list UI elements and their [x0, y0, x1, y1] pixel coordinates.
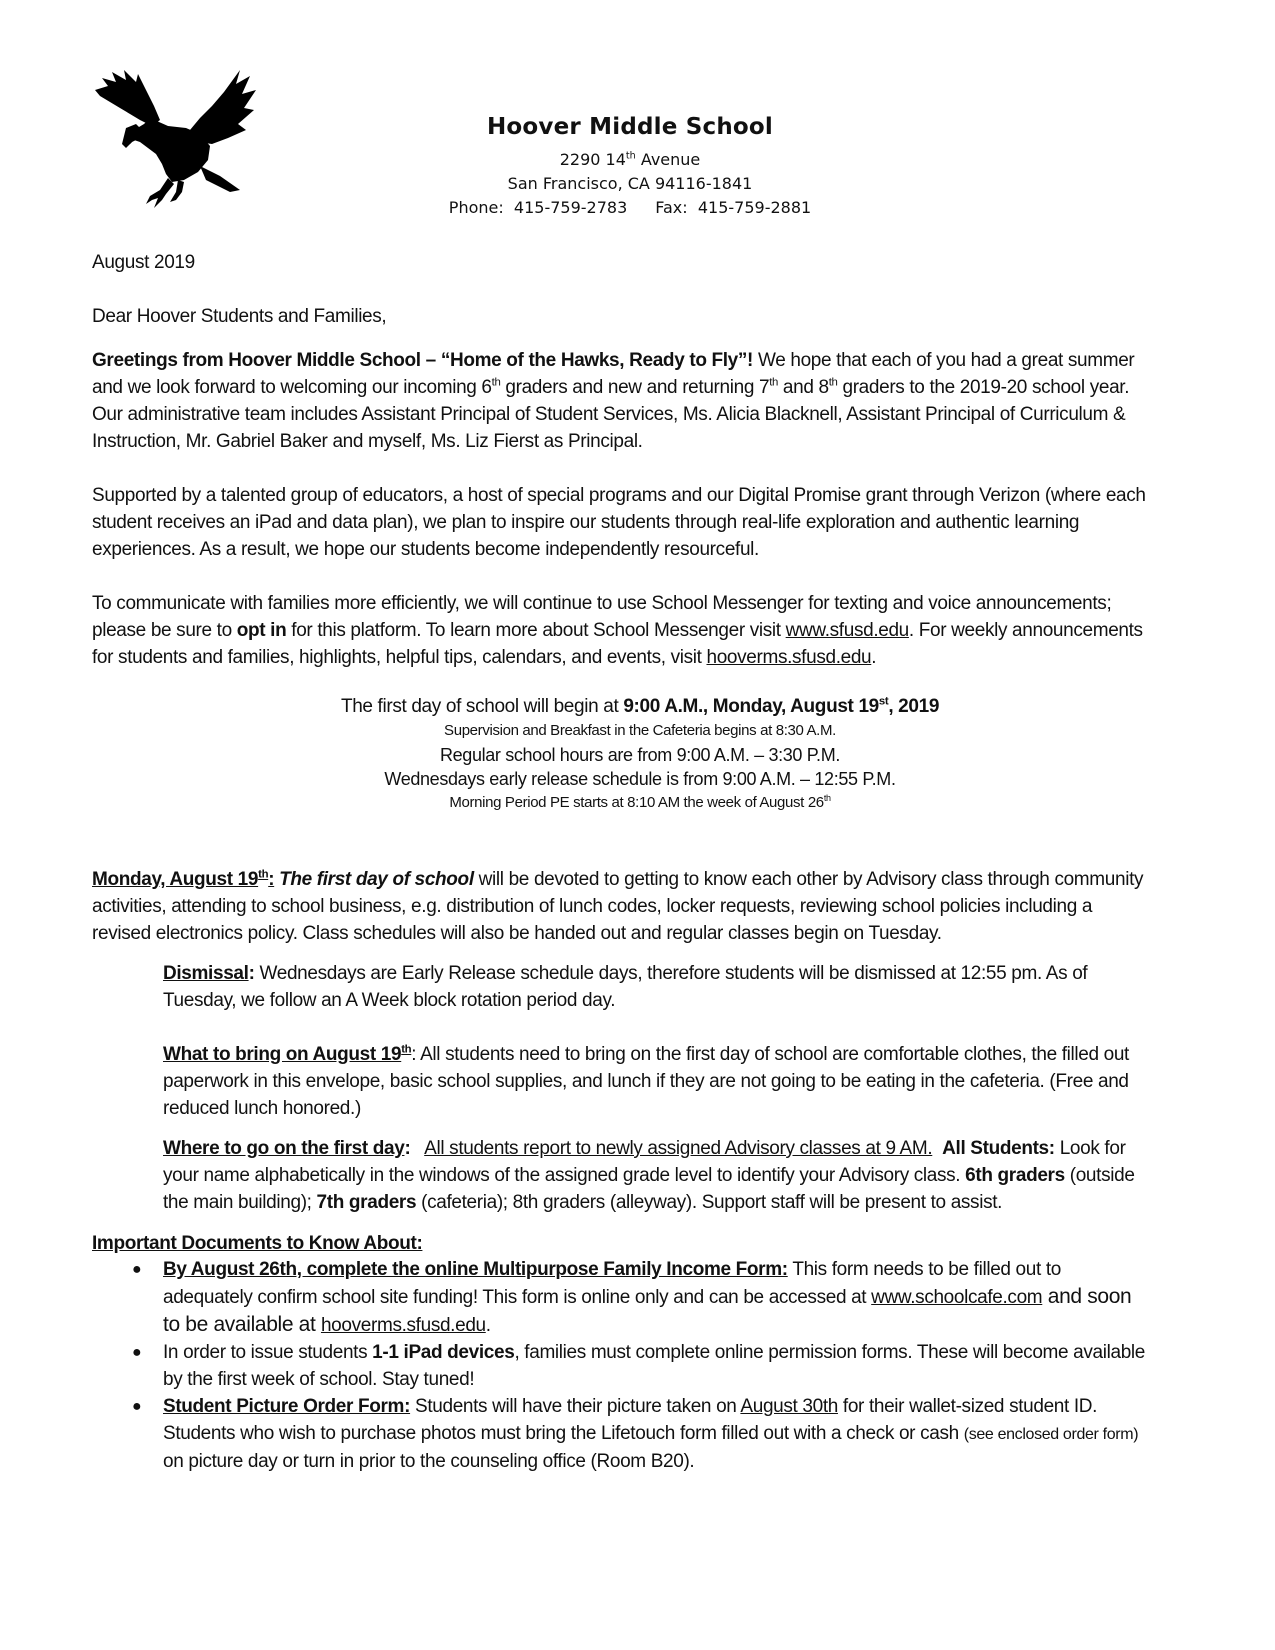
hooverms-link[interactable]: hooverms.sfusd.edu: [320, 1315, 486, 1336]
address-number: 2290 14: [559, 150, 626, 169]
phone-label: Phone:: [448, 198, 504, 217]
pe-text: Morning Period PE starts at 8:10 AM the week of August 26: [449, 794, 824, 811]
where-text-1: Look for your name alphabetically in the windows of the assigned grade level to identify your Advisory class.: [163, 1138, 1126, 1186]
colon: :: [404, 1138, 411, 1159]
greeting-text-4: graders to the 2019-20 school year. Our administrative team includes Assistant Principal of Student Services, Ms. Alicia Blacknell, Assistant Principal of Curriculum & Instruction, Mr. Gabriel Baker and myself, Ms. Liz Fierst as Principal.: [92, 377, 1130, 452]
colon: :: [248, 963, 255, 984]
where-to-go-paragraph: [163, 1135, 1143, 1216]
address-street: Avenue: [635, 150, 701, 169]
first-day-italic: The first day of school: [274, 869, 474, 890]
bring-text: : All students need to bring on the first day of school are comfortable clothes, the filled out paperwork in this envelope, basic school supplies, and lunch if they are not going to be eating in the cafeteria. (Free and reduced lunch honored.): [163, 1044, 1129, 1119]
supervision-line: Supervision and Breakfast in the Cafeteria begins at 8:30 A.M.: [444, 722, 836, 739]
schoolcafe-link[interactable]: www.schoolcafe.com: [871, 1287, 1043, 1308]
phone-number: 415-759-2783: [513, 198, 628, 217]
ipad-text-2: , families must complete online permission forms. These will become available by the first week of school. Stay tuned!: [163, 1342, 1146, 1390]
contact-line: [330, 198, 930, 217]
city-line: San Francisco, CA 94116-1841: [507, 174, 753, 193]
order-form-note: (see enclosed order form): [963, 1426, 1139, 1443]
salutation: Dear Hoover Students and Families,: [92, 306, 387, 327]
schedule-block: [190, 695, 1090, 815]
first-day-date: 9:00 A.M., Monday, August 19: [623, 696, 879, 717]
all-students-label: All Students:: [942, 1138, 1055, 1159]
income-form-text: This form needs to be filled out to adequately confirm school site funding! This form is online only and can be accessed at: [163, 1259, 1061, 1308]
greeting-intro: Greetings from Hoover Middle School – “Home of the Hawks, Ready to Fly”!: [92, 350, 754, 371]
seventh-graders-label: 7th graders: [316, 1192, 417, 1213]
school-name: Hoover Middle School: [486, 114, 774, 140]
where-text-3: (cafeteria); 8th graders (alleyway). Support staff will be present to assist.: [416, 1192, 1003, 1213]
documents-heading: Important Documents to Know About:: [92, 1233, 423, 1254]
sup: th: [769, 376, 778, 389]
comm-text-4: .: [871, 647, 877, 668]
where-text-2: (outside the main building);: [163, 1165, 1135, 1213]
greeting-text-3: and 8: [778, 377, 829, 398]
first-day-line: [190, 695, 1090, 719]
where-label: Where to go on the first day: [163, 1138, 405, 1159]
sup: th: [258, 868, 269, 881]
bullet-icon: ●: [132, 1261, 142, 1278]
letter-date: August 2019: [92, 252, 195, 273]
ipad-text-1: In order to issue students: [163, 1342, 373, 1363]
sixth-graders-label: 6th graders: [965, 1165, 1065, 1186]
wednesday-line: Wednesdays early release schedule is from 9:00 A.M. – 12:55 P.M.: [384, 769, 896, 789]
dismissal-paragraph: [163, 960, 1143, 1014]
comm-text-2: for this platform. To learn more about School Messenger visit: [286, 620, 786, 641]
income-form-text-2: and soon to be available at: [163, 1285, 1132, 1336]
comm-text-3: . For weekly announcements for students and families, highlights, helpful tips, calendars, and events, visit: [92, 620, 1143, 668]
bring-label: What to bring on August 19: [163, 1044, 402, 1065]
income-form-label: By August 26th, complete the online Multipurpose Family Income Form:: [163, 1259, 788, 1280]
first-day-year: , 2019: [888, 696, 940, 717]
picture-text-1: Students will have their picture taken on: [410, 1396, 741, 1417]
sup: th: [823, 793, 831, 803]
school-address: [330, 150, 930, 169]
sfusd-link[interactable]: www.sfusd.edu: [785, 620, 909, 641]
fax-label: Fax:: [655, 198, 688, 217]
sup: th: [491, 376, 501, 389]
programs-paragraph: Supported by a talented group of educators, a host of special programs and our Digital Promise grant through Verizon (where each student receives an iPad and data plan), we plan to inspire our students through real-life exploration and authentic learning experiences. As a result, we hope our students become independently resourceful.: [92, 485, 1146, 560]
ipad-devices-label: 1-1 iPad devices: [372, 1342, 515, 1363]
sup: th: [401, 1043, 412, 1056]
address-sup: th: [625, 150, 636, 162]
greeting-text-1: We hope that each of you had a great summer and we look forward to welcoming our incoming 6: [92, 350, 1135, 398]
colon: :: [268, 869, 275, 890]
sup: th: [828, 376, 838, 389]
period: .: [485, 1315, 491, 1336]
greeting-text-2: graders and new and returning 7: [500, 377, 770, 398]
dismissal-label: Dismissal: [163, 963, 249, 984]
hooverms-link[interactable]: hooverms.sfusd.edu: [706, 647, 872, 668]
picture-date: August 30th: [740, 1396, 838, 1417]
dismissal-text: Wednesdays are Early Release schedule days, therefore students will be dismissed at 12:55 pm. As of Tuesday, we follow an A Week block rotation period day.: [163, 963, 1088, 1011]
sup: st: [878, 695, 889, 708]
first-day-heading: Monday, August 19: [92, 869, 259, 890]
first-day-text: will be devoted to getting to know each other by Advisory class through community activities, attending to school business, e.g. distribution of lunch codes, locker requests, reviewing school policies including a revised electronics policy. Class schedules will also be handed out and regular classes begin on Tuesday.: [92, 869, 1144, 944]
first-day-paragraph: [92, 866, 1152, 947]
bullet-icon: ●: [132, 1344, 142, 1361]
list-item: [92, 1393, 1152, 1475]
list-item: [92, 1339, 1152, 1393]
first-day-text: The first day of school will begin at: [340, 696, 624, 717]
pe-line: [190, 791, 1090, 815]
communication-paragraph: [92, 590, 1152, 671]
hawk-silhouette-icon: [90, 68, 260, 213]
opt-in-text: opt in: [236, 620, 287, 641]
list-item: [92, 1256, 1152, 1339]
bullet-icon: ●: [132, 1398, 142, 1415]
picture-form-label: Student Picture Order Form:: [163, 1396, 411, 1417]
fax-number: 415-759-2881: [697, 198, 812, 217]
greeting-paragraph: [92, 347, 1152, 455]
picture-text-3: on picture day or turn in prior to the counseling office (Room B20).: [163, 1451, 695, 1472]
comm-text-1: To communicate with families more efficiently, we will continue to use School Messenger for texting and voice announcements; please be sure to: [92, 593, 1112, 641]
regular-hours-line: Regular school hours are from 9:00 A.M. – 3:30 P.M.: [439, 745, 841, 765]
advisory-notice: All students report to newly assigned Advisory classes at 9 AM.: [424, 1138, 933, 1159]
what-to-bring-paragraph: [163, 1041, 1143, 1122]
documents-list: [92, 1256, 1152, 1475]
picture-text-2: for their wallet-sized student ID. Students who wish to purchase photos must bring the Lifetouch form filled out with a check or cash: [163, 1396, 1098, 1444]
